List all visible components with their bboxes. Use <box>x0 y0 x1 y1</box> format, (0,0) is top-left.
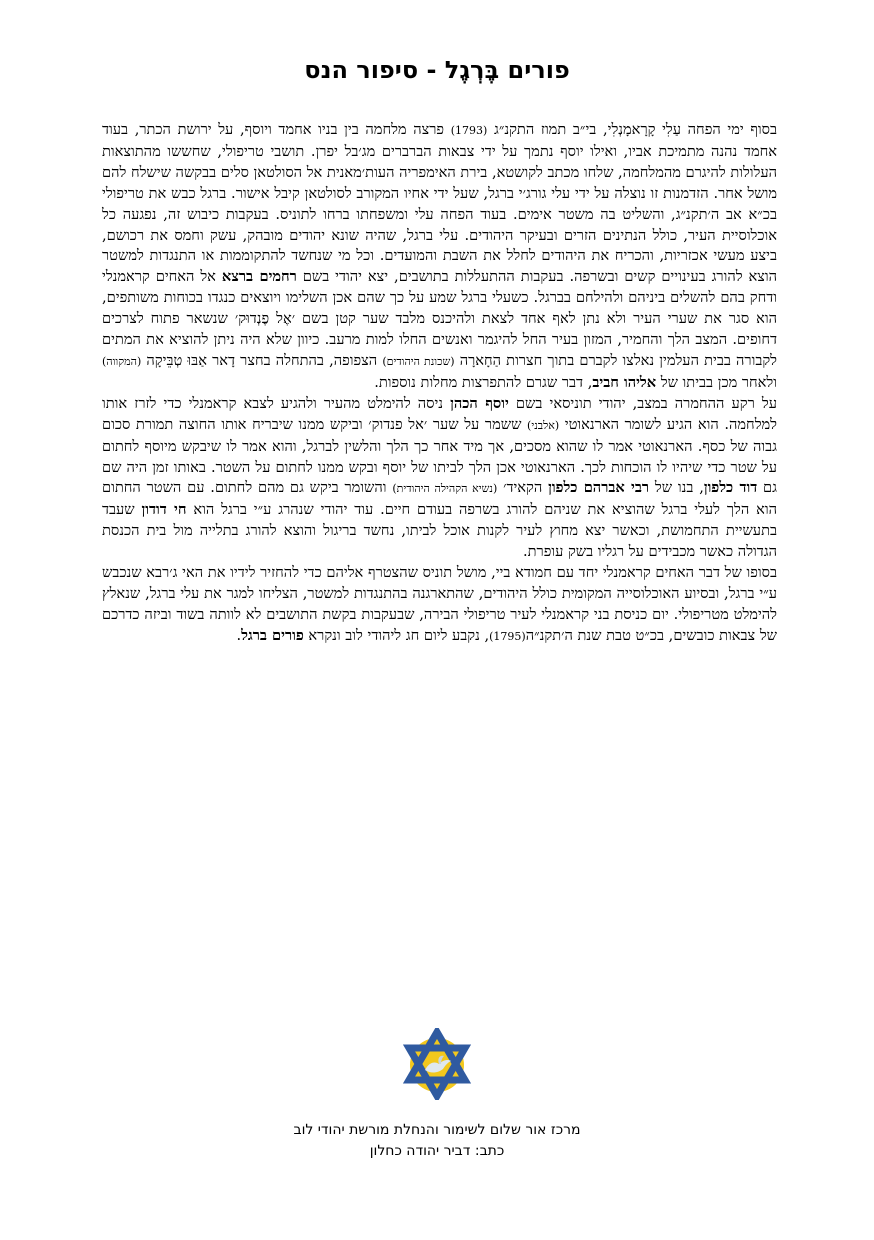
text-run: על רקע ההחמרה במצב, יהודי תוניסאי בשם <box>508 394 777 412</box>
bold-name: פורים ברגל <box>241 626 304 644</box>
paragraph <box>102 394 777 563</box>
bold-name: דוד כלפון <box>703 479 758 497</box>
bold-name: חי דודון <box>141 501 187 519</box>
text-run: אל האחים קראמנלי ודחק בהם להשלים ביניהם ולהילחם בברגל. כשעלי ברגל שמע על כך שהם אכן השלימו ויוצאים כנגדו בכוחות משותפים, הוא סגר את שערי העיר ולא נתן לאף אחד לצאת ולהיכנס מלבד שער קטן בשם ׳אֶל פֶנְדוּק׳ שנשאר פתוח לצרכים דחופים. המצב הלך והחמיר, המזון בעיר החל להיגמר ואנשים החלו למות מרעב. כיוון שלא היה ניתן להוציא את המתים לקבורה בבית העלמין נאלצו לקברם בתוך חצרות הַחָארָה <box>102 268 777 369</box>
text-run: ולאחר מכן בביתו של <box>656 373 777 391</box>
footer <box>0 1120 874 1162</box>
text-run: ניסה להימלט מהעיר ולהגיע לצבא קראמנלי כדי לזרז אותו למלחמה. הוא הגיע לשומר הארנאוטי <box>102 394 777 433</box>
text-run: . <box>236 626 242 644</box>
article-body <box>102 120 777 648</box>
parenthetical-note: (שכונת היהודים) <box>382 354 455 368</box>
parenthetical-note: (1793) <box>450 124 488 137</box>
text-run: בסופו של דבר האחים קראמנלי יחד עם חמודא ביי, מושל תוניס שהצטרף אליהם כדי להחזיר לידיו את האי ג׳רבא שנכבש ע״י ברגל, ובסיוע האוכלוסייה המקומית כולל היהודים, שהתארגנה בהתנגדות למשטר, הצליחו למגר את עלי ברגל, שנאלץ להימלט מטריפולי. יום כניסת בני קראמנלי לעיר טריפולי הבירה, שבעקבות בקשת התושבים לא לוותה בשוד וביזה כדרכם של צבאות כובשים, בכ״ט טבת שנת ה׳תקנ״ה <box>102 564 777 644</box>
text-run: בסוף ימי הפחה עַלִי קָרָאמָנְלִי, בי״ב תמוז התקנ״ג <box>487 121 777 138</box>
text-run: ששמר על שער ׳אל פנדוק׳ וביקש ממנו שיבריח אותו החוצה תמורת סכום גבוה של כסף. הארנאוטי אמר לו שהוא מסכים, אך מיד אחר כך הלך והלשין לברגל, והוא אמר לו שיבקש מיוסף לחתום על שטר כדי שיהיו לו הוכחות לכך. הארנאוטי אכן הלך לביתו של יוסף ובקש ממנו לחתום על השטר. באותו זמן היה שם גם <box>102 415 777 497</box>
parenthetical-note: (אלבני) <box>527 418 560 432</box>
author-credit: כתב: דביר יהודה כחלון <box>369 1143 505 1159</box>
parenthetical-note: (המקווה) <box>102 354 142 368</box>
text-run: הקאיד׳ <box>497 479 549 497</box>
text-run: פרצה מלחמה בין בניו אחמד ויוסף, על ירושת הכתר, בעוד אחמד נהנה מתמיכת אביו, ואילו יוסף נתמך על ידי צבאות הברברים מג׳בל יפרן. תושבי טריפולי, שחששו מהתוצאות העלולות להיגרם מהמלחמה, שלחו מכתב לקושטא, בירת האימפריה העות׳מאנית אל הסולטאן סלים בבקשה שישלח להם מושל אחר. הזדמנות זו נוצלה על ידי עלי גורג׳י ברגל, שעל ידי אחיו המקורב לסולטאן קיבל אישור. ברגל כבש את טריפולי בכ״א אב ה׳תקנ״ג, והשליט בה משטר אימים. בעוד הפחה עלי ומשפחתו ברחו לתוניס. בעקבות כיבוש זה, נפגעה כל אוכלוסיית העיר, כולל הנתינים הזרים ובעיקר היהודים. עלי ברגל, שהיה שונא יהודים מובהק, עשק וחמס את רכושם, ביצע מעשי אכזריות, והכריח את היהודים לחלל את השבת והמועדים. וכל מי שנחשד להתקוממות או התנגדות למשטר הוצא להורג בעינויים קשים ובשרפה. בעקבות ההתעללות בתושבים, יצא יהודי בשם <box>102 121 777 286</box>
paragraph <box>102 120 777 394</box>
organization-name: מרכז אור שלום לשימור והנחלת מורשת יהודי לוב <box>293 1122 581 1138</box>
text-run: והשומר ביקש גם מהם לחתום. עם השטר החתום הוא הלך לעלי ברגל שהוציא את שניהם להורג בשרפה בעודם חיים. עוד יהודי שנהרג ע״י ברגל הוא <box>102 479 777 519</box>
bold-name: רחמים ברצא <box>221 268 297 286</box>
page-title: פורים בֶּרְגֶל - סיפור הנס <box>304 56 570 84</box>
paragraph <box>102 563 777 648</box>
text-run: שעבד בתעשיית התחמושת, וכאשר יצא מחוץ לעיר לקנות אוכל לביתו, נחשד בריגול והוצא להורג בתלייה מול בית הכנסת הגדולה כאשר מכבידים על רגליו בשק עופרת. <box>102 501 777 561</box>
bold-name: רבי אברהם כלפון <box>548 479 650 497</box>
text-run: הצפופה, בהתחלה בחצר דָאר אַבּוּ טְבֵּיקָה <box>141 351 383 369</box>
star-of-david-logo-icon <box>401 1028 473 1100</box>
text-run: , נקבע ליום חג ליהודי לוב ונקרא <box>303 626 490 644</box>
text-run: , בנו של <box>649 479 704 497</box>
text-run: , דבר שגרם להתפרצות מחלות נוספות. <box>374 373 593 391</box>
bold-name: יוסף הכהן <box>450 394 509 412</box>
bold-name: אליהו חביב <box>592 373 657 391</box>
parenthetical-note: (נשיא הקהילה היהודית) <box>392 482 498 496</box>
parenthetical-note: (1795) <box>489 629 526 643</box>
